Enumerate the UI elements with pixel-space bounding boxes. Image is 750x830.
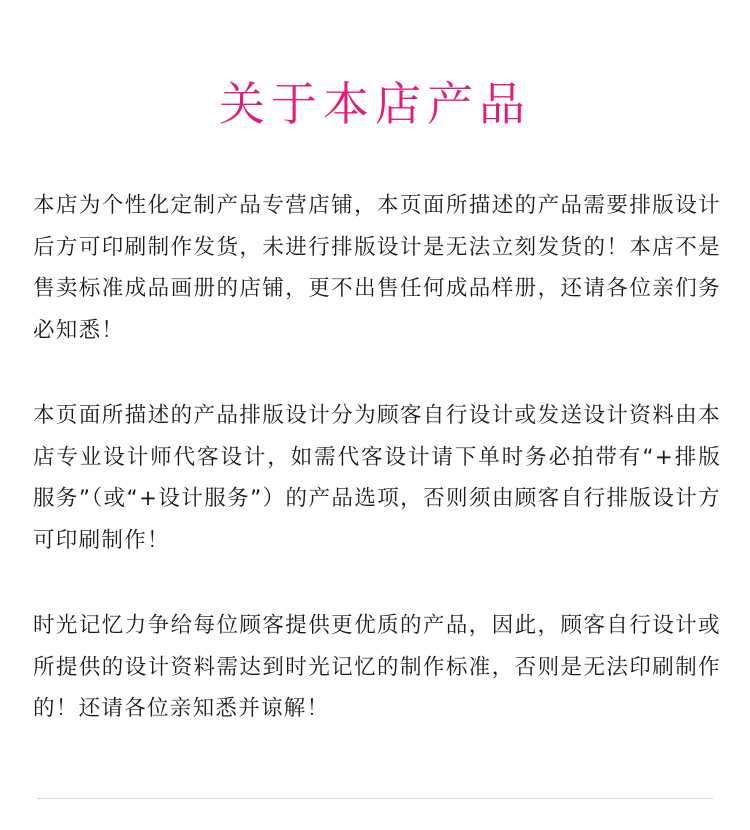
bottom-divider bbox=[37, 798, 713, 799]
page-title: 关于本店产品 bbox=[219, 77, 531, 131]
notice-paragraph-design-service: 本页面所描述的产品排版设计分为顾客自行设计或发送设计资料由本店专业设计师代客设计，如需代客设计请下单时务必拍带有“+排版服务”（或“+设计服务”）的产品选项，否则须由顾客自行排版设计方可印刷制作！ bbox=[33, 403, 721, 554]
notice-paragraph-quality-standard: 时光记忆力争给每位顾客提供更优质的产品，因此，顾客自行设计或所提供的设计资料需达到时光记忆的制作标准，否则是无法印刷制作的！还请各位亲知悉并谅解！ bbox=[33, 613, 721, 722]
notice-paragraph-custom-only: 本店为个性化定制产品专营店铺，本页面所描述的产品需要排版设计后方可印刷制作发货，未进行排版设计是无法立刻发货的！本店不是售卖标准成品画册的店铺，更不出售任何成品样册，还请各位亲们务必知悉！ bbox=[33, 193, 721, 344]
